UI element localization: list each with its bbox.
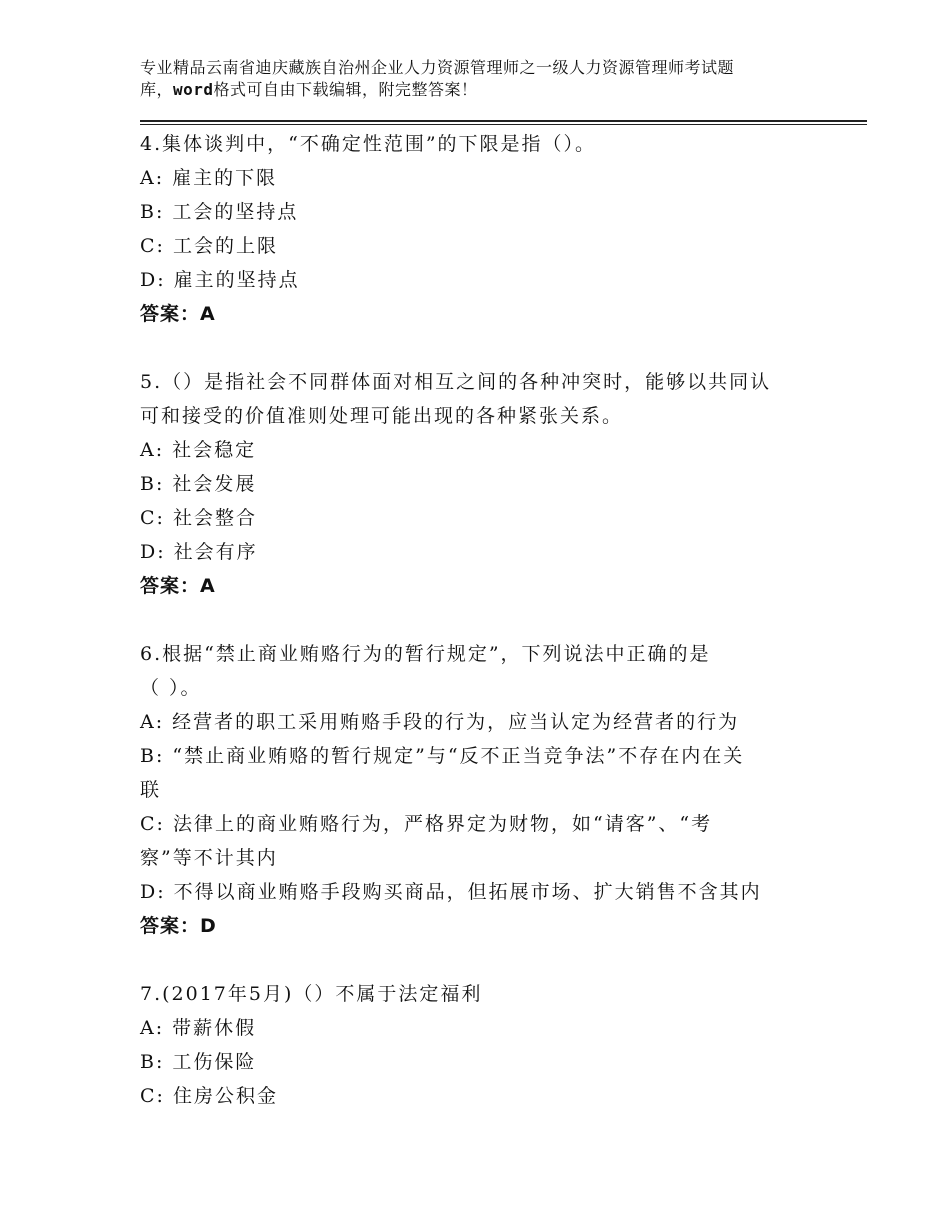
header-divider-thin	[140, 124, 867, 125]
header-divider-thick	[140, 120, 867, 122]
answer-label: 答案：A	[140, 575, 216, 597]
option-line: A: 雇主的下限	[140, 167, 278, 189]
option-line: C: 法律上的商业贿赂行为，严格界定为财物，如“请客”、“考	[140, 813, 713, 835]
question-block	[140, 977, 820, 1113]
header-line-2	[140, 79, 840, 101]
header-line-1: 专业精品云南省迪庆藏族自治州企业人力资源管理师之一级人力资源管理师考试题	[140, 58, 735, 77]
answer-label: 答案：D	[140, 915, 217, 937]
question-list	[140, 127, 820, 1147]
option-line: A: 社会稳定	[140, 439, 257, 461]
option-line: 联	[140, 779, 162, 801]
option-line: B: 工伤保险	[140, 1051, 257, 1073]
option-line: C: 工会的上限	[140, 235, 278, 257]
option-line: A: 带薪休假	[140, 1017, 257, 1039]
option-line: D: 社会有序	[140, 541, 258, 563]
header-line-2-prefix: 库，	[140, 80, 174, 99]
option-line: 察”等不计其内	[140, 847, 278, 869]
question-stem-line: 4.集体谈判中，“不确定性范围”的下限是指（）。	[140, 133, 597, 155]
question-stem-line: （ ）。	[140, 677, 202, 699]
option-line: B: 工会的坚持点	[140, 201, 299, 223]
option-line: C: 社会整合	[140, 507, 257, 529]
question-stem-line: 7.(2017年5月)（）不属于法定福利	[140, 983, 483, 1005]
header-line-2-suffix: 格式可自由下载编辑，附完整答案！	[213, 80, 478, 99]
question-block	[140, 127, 820, 331]
question-block	[140, 365, 820, 603]
header-word-format: word	[173, 80, 214, 99]
question-stem-line: 5.（）是指社会不同群体面对相互之间的各种冲突时，能够以共同认	[140, 371, 772, 393]
option-line: C: 住房公积金	[140, 1085, 278, 1107]
option-line: A: 经营者的职工采用贿赂手段的行为，应当认定为经营者的行为	[140, 711, 740, 733]
option-line: D: 不得以商业贿赂手段购买商品，但拓展市场、扩大销售不含其内	[140, 881, 762, 903]
option-line: B: 社会发展	[140, 473, 257, 495]
question-stem-line: 可和接受的价值准则处理可能出现的各种紧张关系。	[140, 405, 624, 427]
question-stem-line: 6.根据“禁止商业贿赂行为的暂行规定”，下列说法中正确的是	[140, 643, 711, 665]
option-line: D: 雇主的坚持点	[140, 269, 300, 291]
answer-label: 答案：A	[140, 303, 216, 325]
document-header	[140, 57, 840, 101]
question-block	[140, 637, 820, 943]
option-line: B: “禁止商业贿赂的暂行规定”与“反不正当竞争法”不存在内在关	[140, 745, 745, 767]
